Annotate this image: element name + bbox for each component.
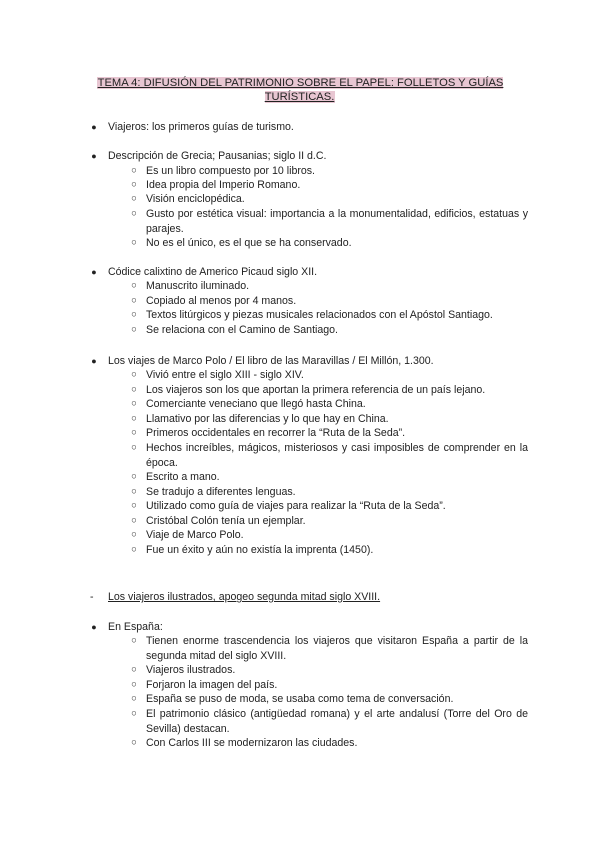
circle-bullet-icon: ○ — [131, 208, 137, 219]
circle-bullet-icon: ○ — [131, 384, 137, 395]
circle-bullet-icon: ○ — [131, 664, 137, 675]
list-item: En España: — [108, 621, 163, 633]
sub-list-item: Visión enciclopédica. — [146, 193, 245, 205]
sub-list-item: Primeros occidentales en recorrer la “Ruta de la Seda”. — [146, 427, 406, 439]
bullet-icon: ● — [91, 356, 97, 366]
sub-list-item: Idea propia del Imperio Romano. — [146, 179, 301, 191]
circle-bullet-icon: ○ — [131, 398, 137, 409]
circle-bullet-icon: ○ — [131, 679, 137, 690]
page-title: TEMA 4: DIFUSIÓN DEL PATRIMONIO SOBRE EL PAPEL: FOLLETOS Y GUÍAS TURÍSTICAS. — [97, 77, 504, 103]
sub-list-item: Vivió entre el siglo XIII - siglo XIV. — [146, 369, 304, 381]
circle-bullet-icon: ○ — [131, 529, 137, 540]
circle-bullet-icon: ○ — [131, 237, 137, 248]
circle-bullet-icon: ○ — [131, 280, 137, 291]
sub-list-item: Se relaciona con el Camino de Santiago. — [146, 324, 338, 336]
sub-list-item: Comerciante veneciano que llegó hasta China. — [146, 398, 366, 410]
list-item: Viajeros: los primeros guías de turismo. — [108, 121, 294, 133]
circle-bullet-icon: ○ — [131, 544, 137, 555]
circle-bullet-icon: ○ — [131, 708, 137, 719]
sub-list-item: Los viajeros son los que aportan la primera referencia de un país lejano. — [146, 384, 486, 396]
sub-list-item: Textos litúrgicos y piezas musicales relacionados con el Apóstol Santiago. — [146, 309, 493, 321]
circle-bullet-icon: ○ — [131, 165, 137, 176]
circle-bullet-icon: ○ — [131, 369, 137, 380]
bullet-icon: ● — [91, 151, 97, 161]
circle-bullet-icon: ○ — [131, 500, 137, 511]
sub-list-item: Copiado al menos por 4 manos. — [146, 295, 297, 307]
sub-list-item: Cristóbal Colón tenía un ejemplar. — [146, 515, 306, 527]
circle-bullet-icon: ○ — [131, 413, 137, 424]
sub-list-item: Tienen enorme trascendencia los viajeros que visitaron España a partir de la segunda mitad del siglo XVIII. — [146, 635, 528, 662]
sub-list-item: Escrito a mano. — [146, 471, 220, 483]
sub-list-item: Fue un éxito y aún no existía la imprenta (1450). — [146, 544, 374, 556]
bullet-icon: ● — [91, 267, 97, 277]
circle-bullet-icon: ○ — [131, 737, 137, 748]
sub-list-item: España se puso de moda, se usaba como tema de conversación. — [146, 693, 454, 705]
circle-bullet-icon: ○ — [131, 471, 137, 482]
bullet-icon: ● — [91, 622, 97, 632]
sub-list-item: Viajeros ilustrados. — [146, 664, 236, 676]
circle-bullet-icon: ○ — [131, 515, 137, 526]
circle-bullet-icon: ○ — [131, 486, 137, 497]
list-item: Descripción de Grecia; Pausanias; siglo II d.C. — [108, 150, 327, 162]
list-item: Los viajes de Marco Polo / El libro de las Maravillas / El Millón, 1.300. — [108, 355, 434, 367]
circle-bullet-icon: ○ — [131, 193, 137, 204]
dash-icon: - — [90, 591, 94, 603]
circle-bullet-icon: ○ — [131, 324, 137, 335]
list-item: Códice calixtino de Americo Picaud siglo XII. — [108, 266, 318, 278]
circle-bullet-icon: ○ — [131, 635, 137, 646]
circle-bullet-icon: ○ — [131, 442, 137, 453]
sub-list-item: Se tradujo a diferentes lenguas. — [146, 486, 296, 498]
sub-list-item: El patrimonio clásico (antigüedad romana) y el arte andalusí (Torre del Oro de Sevilla) destacan. — [146, 708, 528, 735]
circle-bullet-icon: ○ — [131, 427, 137, 438]
sub-list-item: Es un libro compuesto por 10 libros. — [146, 165, 315, 177]
sub-list-item: Viaje de Marco Polo. — [146, 529, 244, 541]
bullet-icon: ● — [91, 122, 97, 132]
sub-list-item: Utilizado como guía de viajes para realizar la “Ruta de la Seda”. — [146, 500, 446, 512]
sub-list-item: Gusto por estética visual: importancia a la monumentalidad, edificios, estatuas y parajes. — [146, 208, 528, 235]
sub-list-item: Forjaron la imagen del país. — [146, 679, 278, 691]
sub-list-item: Manuscrito iluminado. — [146, 280, 250, 292]
section-heading: Los viajeros ilustrados, apogeo segunda mitad siglo XVIII. — [108, 591, 381, 603]
circle-bullet-icon: ○ — [131, 179, 137, 190]
sub-list-item: Con Carlos III se modernizaron las ciudades. — [146, 737, 358, 749]
sub-list-item: Llamativo por las diferencias y lo que hay en China. — [146, 413, 389, 425]
circle-bullet-icon: ○ — [131, 693, 137, 704]
circle-bullet-icon: ○ — [131, 309, 137, 320]
sub-list-item: No es el único, es el que se ha conservado. — [146, 237, 352, 249]
sub-list-item: Hechos increíbles, mágicos, misteriosos y casi imposibles de comprender en la época. — [146, 442, 528, 469]
circle-bullet-icon: ○ — [131, 295, 137, 306]
